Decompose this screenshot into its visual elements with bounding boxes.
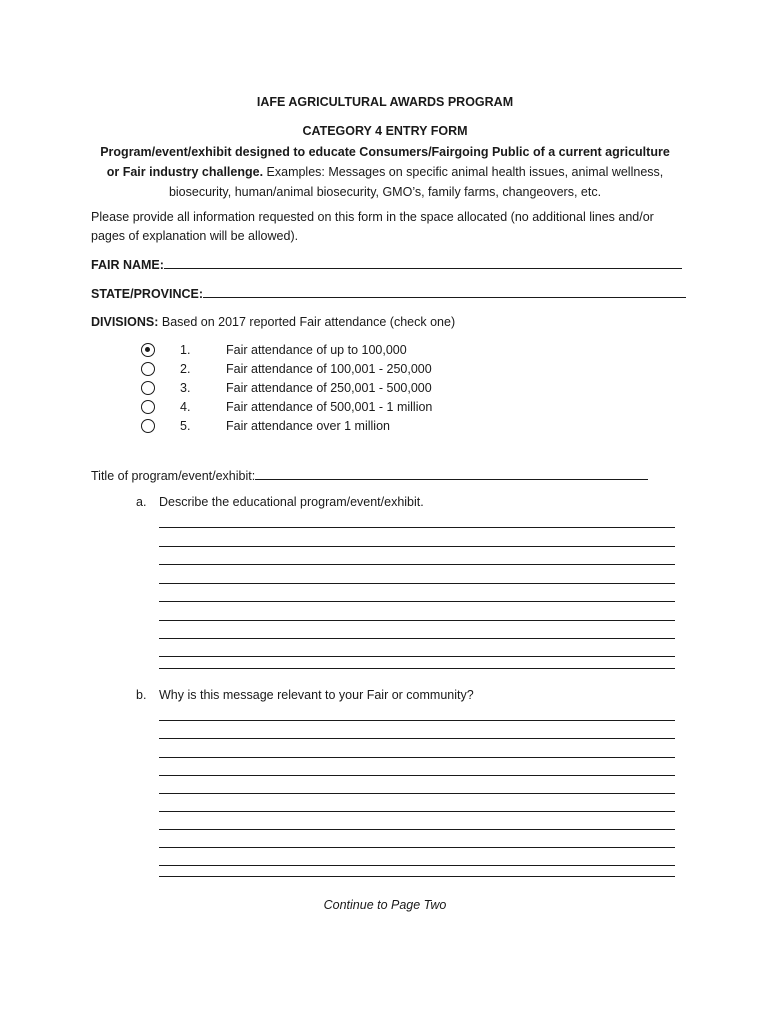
question-b	[136, 688, 146, 702]
division-5-radio[interactable]	[141, 419, 155, 433]
division-2-label: Fair attendance of 100,001 - 250,000	[226, 362, 432, 376]
answer-line	[159, 564, 675, 565]
answer-line	[159, 656, 675, 657]
state-province-label: STATE/PROVINCE:	[91, 287, 204, 301]
division-2-number: 2.	[180, 362, 191, 376]
divisions-note: Based on 2017 reported Fair attendance (check one)	[161, 315, 456, 329]
state-province-field[interactable]	[203, 285, 686, 298]
state-province-row	[91, 285, 686, 301]
answer-line	[159, 829, 675, 830]
category-description-bold: Program/event/exhibit designed to educate Consumers/Fairgoing Public of a current agriculture or Fair industry challenge.	[100, 145, 670, 179]
divisions-row	[91, 315, 455, 329]
form-title: CATEGORY 4 ENTRY FORM	[302, 124, 468, 138]
continue-note: Continue to Page Two	[323, 898, 447, 912]
question-a	[136, 495, 146, 509]
division-4-label: Fair attendance of 500,001 - 1 million	[226, 400, 433, 414]
division-3-radio[interactable]	[141, 381, 155, 395]
answer-line	[159, 668, 675, 669]
program-title-row	[91, 467, 648, 483]
question-a-letter: a.	[136, 495, 147, 509]
answer-line	[159, 775, 675, 776]
answer-line	[159, 811, 675, 812]
division-4-radio[interactable]	[141, 400, 155, 414]
division-3-number: 3.	[180, 381, 191, 395]
program-title-field[interactable]	[255, 467, 648, 480]
question-a-text: Describe the educational program/event/exhibit.	[159, 495, 424, 509]
fair-name-field[interactable]	[164, 256, 682, 269]
fair-name-row	[91, 256, 682, 272]
answer-line	[159, 638, 675, 639]
answer-line	[159, 793, 675, 794]
answer-line	[159, 620, 675, 621]
division-1-label: Fair attendance of up to 100,000	[226, 343, 407, 357]
division-1-radio[interactable]	[141, 343, 155, 357]
divisions-label: DIVISIONS:	[91, 315, 159, 329]
answer-line	[159, 865, 675, 866]
instructions: Please provide all information requested on this form in the space allocated (no additional lines and/or pages of explanation will be allowed).	[91, 210, 654, 243]
division-3-label: Fair attendance of 250,001 - 500,000	[226, 381, 432, 395]
division-5-label: Fair attendance over 1 million	[226, 419, 390, 433]
answer-line	[159, 720, 675, 721]
answer-line	[159, 583, 675, 584]
question-b-text: Why is this message relevant to your Fair or community?	[159, 688, 474, 702]
category-description	[95, 142, 675, 202]
answer-line	[159, 738, 675, 739]
question-b-letter: b.	[136, 688, 147, 702]
answer-line	[159, 757, 675, 758]
program-title-label: Title of program/event/exhibit:	[91, 469, 256, 483]
program-title: IAFE AGRICULTURAL AWARDS PROGRAM	[256, 95, 514, 109]
answer-line	[159, 847, 675, 848]
answer-line	[159, 876, 675, 877]
division-4-number: 4.	[180, 400, 191, 414]
answer-line	[159, 546, 675, 547]
division-5-number: 5.	[180, 419, 191, 433]
answer-line	[159, 601, 675, 602]
answer-line	[159, 527, 675, 528]
fair-name-label: FAIR NAME:	[91, 258, 164, 272]
category-description-examples: Examples: Messages on specific animal health issues, animal wellness, biosecurity, human/animal biosecurity, GMO’s, family farms, changeovers, etc.	[168, 165, 664, 199]
division-2-radio[interactable]	[141, 362, 155, 376]
division-1-number: 1.	[180, 343, 191, 357]
